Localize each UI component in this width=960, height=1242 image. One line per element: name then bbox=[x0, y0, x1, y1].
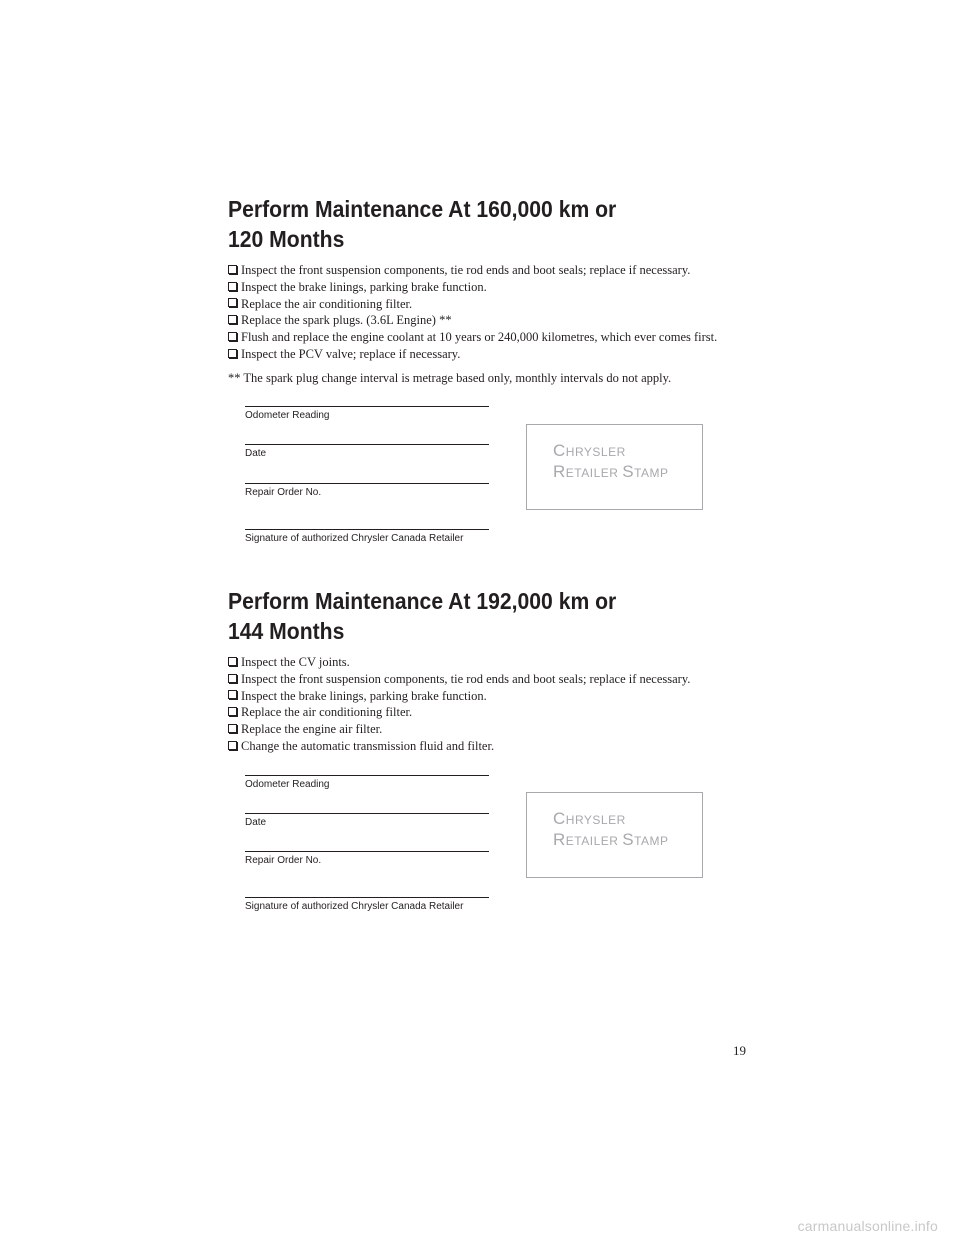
odometer-field[interactable] bbox=[245, 775, 489, 791]
maintenance-section-160000 bbox=[228, 194, 748, 386]
section-title-line2: 144 Months bbox=[228, 618, 345, 644]
checklist-item-text: Flush and replace the engine coolant at 10 years or 240,000 kilometres, which ever comes first. bbox=[241, 330, 718, 345]
checklist-item bbox=[228, 721, 748, 738]
field-label: Repair Order No. bbox=[245, 487, 322, 498]
section-title-line2: 120 Months bbox=[228, 226, 345, 252]
checklist bbox=[228, 654, 748, 755]
stamp-initial: S bbox=[622, 830, 635, 849]
checkbox-icon[interactable] bbox=[228, 349, 237, 358]
checklist-item-text: Replace the air conditioning filter. bbox=[241, 705, 413, 720]
checklist bbox=[228, 262, 748, 363]
stamp-initial: R bbox=[553, 462, 566, 481]
checklist-item bbox=[228, 296, 748, 313]
odometer-field[interactable] bbox=[245, 406, 489, 422]
checkbox-icon[interactable] bbox=[228, 707, 237, 716]
section-title-line1: Perform Maintenance At 192,000 km or bbox=[228, 588, 617, 614]
stamp-text: ETAILER bbox=[565, 834, 623, 848]
checkbox-icon[interactable] bbox=[228, 674, 237, 683]
footnote: ** The spark plug change interval is metrage based only, monthly intervals do not apply. bbox=[228, 370, 672, 385]
checklist-item-text: Inspect the front suspension components, tie rod ends and boot seals; replace if necessary. bbox=[241, 671, 691, 686]
checkbox-icon[interactable] bbox=[228, 282, 237, 291]
checkbox-icon[interactable] bbox=[228, 332, 237, 341]
checkbox-icon[interactable] bbox=[228, 298, 237, 307]
checklist-item-text: Replace the spark plugs. (3.6L Engine) ** bbox=[241, 313, 452, 328]
stamp-text: TAMP bbox=[634, 834, 669, 848]
repair-order-field[interactable] bbox=[245, 483, 489, 499]
field-label: Date bbox=[245, 448, 267, 459]
field-label: Signature of authorized Chrysler Canada Retailer bbox=[245, 533, 464, 544]
signature-field[interactable] bbox=[245, 529, 489, 545]
checklist-item-text: Inspect the brake linings, parking brake function. bbox=[241, 279, 487, 294]
checklist-item-text: Change the automatic transmission fluid and filter. bbox=[241, 738, 495, 753]
checklist-item-text: Inspect the brake linings, parking brake function. bbox=[241, 688, 487, 703]
retailer-stamp-box bbox=[526, 792, 703, 878]
stamp-text: HRYSLER bbox=[565, 445, 626, 459]
checkbox-icon[interactable] bbox=[228, 315, 237, 324]
stamp-initial: C bbox=[553, 809, 566, 828]
checklist-item bbox=[228, 262, 748, 279]
repair-order-field[interactable] bbox=[245, 851, 489, 867]
checklist-item-text: Inspect the front suspension components, tie rod ends and boot seals; replace if necessary. bbox=[241, 263, 691, 277]
stamp-label bbox=[553, 441, 669, 483]
stamp-initial: S bbox=[622, 462, 635, 481]
field-label: Odometer Reading bbox=[245, 779, 330, 790]
stamp-text: ETAILER bbox=[565, 466, 623, 480]
checkbox-icon[interactable] bbox=[228, 657, 237, 666]
checklist-item bbox=[228, 279, 748, 296]
checkbox-icon[interactable] bbox=[228, 724, 237, 733]
checkbox-icon[interactable] bbox=[228, 265, 237, 274]
checklist-item bbox=[228, 688, 748, 705]
checklist-item-text: Replace the engine air filter. bbox=[241, 722, 383, 737]
checkbox-icon[interactable] bbox=[228, 690, 237, 699]
field-label: Date bbox=[245, 817, 267, 828]
field-label: Odometer Reading bbox=[245, 410, 330, 421]
checklist-item-text: Replace the air conditioning filter. bbox=[241, 296, 413, 311]
checklist-item-text: Inspect the PCV valve; replace if necessary. bbox=[241, 346, 461, 361]
stamp-text: TAMP bbox=[634, 466, 669, 480]
checklist-item bbox=[228, 329, 748, 346]
section-title-line1: Perform Maintenance At 160,000 km or bbox=[228, 196, 617, 222]
date-field[interactable] bbox=[245, 813, 489, 829]
signature-field[interactable] bbox=[245, 897, 489, 913]
stamp-label bbox=[553, 809, 669, 851]
date-field[interactable] bbox=[245, 444, 489, 460]
field-label: Signature of authorized Chrysler Canada Retailer bbox=[245, 901, 464, 912]
checkbox-icon[interactable] bbox=[228, 741, 237, 750]
checklist-item bbox=[228, 346, 748, 363]
checklist-item bbox=[228, 704, 748, 721]
field-label: Repair Order No. bbox=[245, 855, 322, 866]
stamp-text: HRYSLER bbox=[565, 813, 626, 827]
checklist-item bbox=[228, 654, 748, 671]
retailer-stamp-box bbox=[526, 424, 703, 510]
maintenance-section-192000 bbox=[228, 586, 748, 755]
checklist-item bbox=[228, 671, 748, 688]
section-title bbox=[228, 194, 696, 254]
stamp-initial: C bbox=[553, 441, 566, 460]
checklist-item-text: Inspect the CV joints. bbox=[241, 655, 350, 669]
checklist-item bbox=[228, 312, 748, 329]
watermark: carmanualsonline.info bbox=[797, 1218, 938, 1234]
stamp-initial: R bbox=[553, 830, 566, 849]
checklist-item bbox=[228, 738, 748, 755]
page-number: 19 bbox=[733, 1043, 746, 1058]
section-title bbox=[228, 586, 696, 646]
